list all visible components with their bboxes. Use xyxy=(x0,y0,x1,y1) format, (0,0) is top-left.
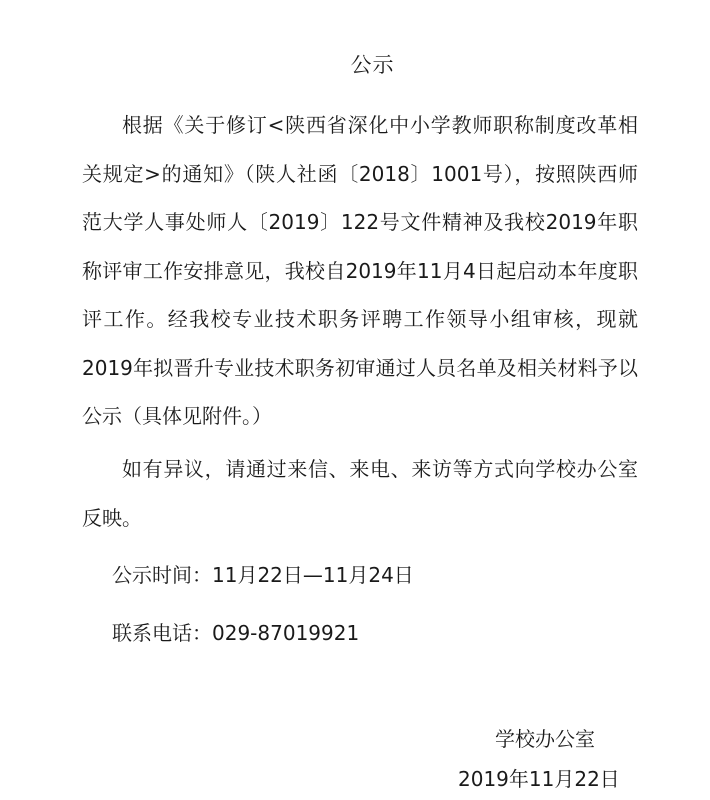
notice-body-paragraph: 根据《关于修订<陕西省深化中小学教师职称制度改革相关规定>的通知》（陕人社函〔2018〕1001号），按照陕西师范大学人事处师人〔2019〕122号文件精神及我校2019年职称评审工作安排意见，我校自2019年11月4日起启动本年度职评工作。经我校专业技术职务评聘工作领导小组审核，现就2019年拟晋升专业技术职务初审通过人员名单及相关材料予以公示（具体见附件。） xyxy=(82,113,638,428)
objection-paragraph: 如有异议，请通过来信、来电、来访等方式向学校办公室反映。 xyxy=(82,457,638,530)
contact-phone xyxy=(112,618,359,648)
notice-title: 公示 xyxy=(350,53,395,77)
signature-date: 2019年11月22日 xyxy=(458,767,620,791)
notice-period-label: 公示时间： xyxy=(112,563,212,587)
signature-organization: 学校办公室 xyxy=(495,727,595,751)
notice-period-value: 11月22日—11月24日 xyxy=(212,563,414,587)
notice-period xyxy=(112,560,414,590)
contact-phone-value: 029-87019921 xyxy=(212,621,360,645)
contact-phone-label: 联系电话： xyxy=(112,621,212,645)
